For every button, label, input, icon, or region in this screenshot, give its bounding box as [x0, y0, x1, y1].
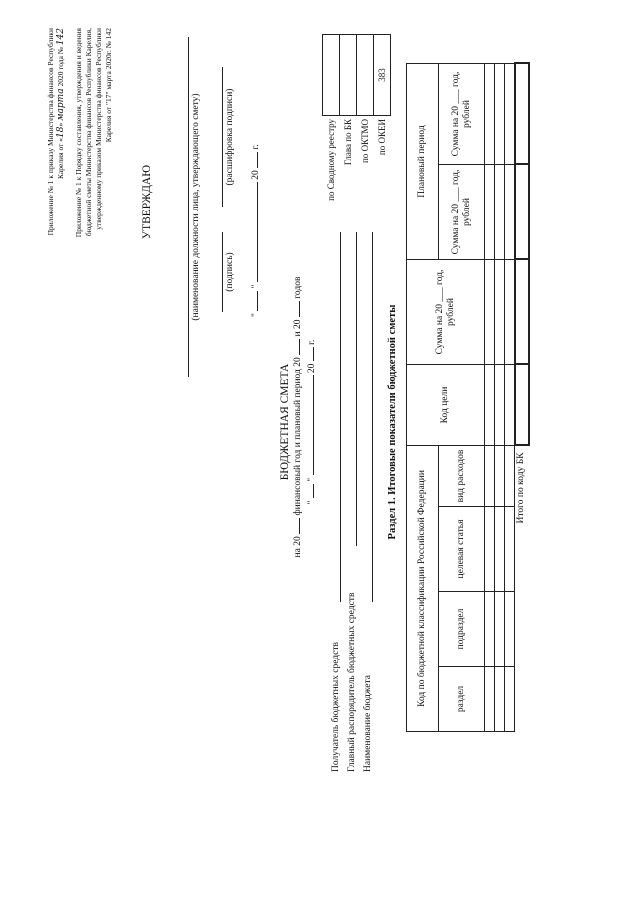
appendix-block: [46, 28, 114, 388]
procedure-line1: Приложение № 1 к Порядку составления, утверждения и ведения: [74, 28, 83, 238]
code-cell-chapter: [340, 35, 357, 116]
document-page: [40, 12, 600, 772]
approval-position-caption: (наименование должности лица, утверждающего смету): [191, 93, 201, 321]
total-row: [515, 64, 529, 732]
field-budget-name: Наименование бюджета: [363, 675, 373, 772]
code-label-okei: по ОКЕИ: [377, 119, 387, 156]
document-subtitle: на 20 финансовый год и плановый период 20 и 20 годов: [293, 276, 303, 558]
code-label-chapter: Глава по БК: [343, 119, 353, 166]
handwritten-number: 142: [56, 28, 66, 46]
budget-name-line: [372, 232, 373, 602]
field-recipient: Получатель бюджетных средств: [331, 642, 341, 772]
col-subsection: подраздел: [439, 592, 485, 667]
code-cell-oktmo: [357, 35, 374, 116]
approval-position-line: [188, 37, 189, 377]
codes-table: [322, 34, 391, 232]
procedure-line2: бюджетной сметы Министерства финансов Республики Карелия,: [84, 28, 93, 237]
table-row: [485, 64, 495, 732]
code-label-oktmo: по ОКТМО: [360, 119, 370, 163]
col-target: целевая статья: [439, 507, 485, 592]
handwritten-month: марта: [56, 88, 66, 121]
approval-signature-caption: (подпись): [225, 252, 235, 292]
col-section: раздел: [439, 667, 485, 732]
chief-manager-line: [356, 232, 357, 546]
total-label: Итого по коду БК: [515, 446, 529, 732]
procedure-line4: Карелия от "17" марта 2020г. № 142: [104, 28, 113, 143]
approval-title: УТВЕРЖДАЮ: [141, 164, 153, 240]
section1-table: [406, 63, 530, 733]
approval-date: " " 20 г.: [251, 144, 261, 317]
approval-signature-line: [222, 232, 223, 312]
col-planned-group: Плановый период: [407, 64, 439, 260]
code-cell-registry: [323, 35, 340, 116]
approval-decoding-line: [222, 67, 223, 207]
table-row: [505, 64, 515, 732]
code-label-registry: по Сводному реестру: [326, 119, 336, 201]
recipient-line: [340, 232, 341, 602]
col-purpose-code: Код цели: [407, 365, 485, 446]
appendix-order-line1: Приложение № 1 к приказу Министерства финансов Республики: [46, 28, 55, 236]
approval-decoding-caption: (расшифровка подписи): [225, 88, 235, 186]
table-row: [495, 64, 505, 732]
col-bk-group: Код по бюджетной классификации Российской Федерации: [407, 446, 439, 732]
col-expense-type: вид расходов: [439, 446, 485, 507]
handwritten-day: 18: [56, 126, 66, 138]
document-date: " " 20 г.: [307, 339, 317, 505]
section1-title: Раздел 1. Итоговые показатели бюджетной сметы: [387, 304, 398, 540]
document-title: БЮДЖЕТНАЯ СМЕТА: [279, 363, 291, 481]
procedure-line3: утвержденному приказом Министерства финансов Республики: [94, 28, 103, 230]
code-cell-okei: 383: [374, 35, 391, 116]
col-sum-plan1: Сумма на 20 ___ год, рублей: [439, 165, 485, 260]
field-chief-manager: Главный распорядитель бюджетных средств: [347, 592, 357, 772]
col-sum-plan2: Сумма на 20 ___ год, рублей: [439, 64, 485, 165]
appendix-order-line2: Карелия от «18» марта 2020 года № 142: [56, 28, 66, 179]
col-sum-current: Сумма на 20 ___ год, рублей: [407, 260, 485, 365]
